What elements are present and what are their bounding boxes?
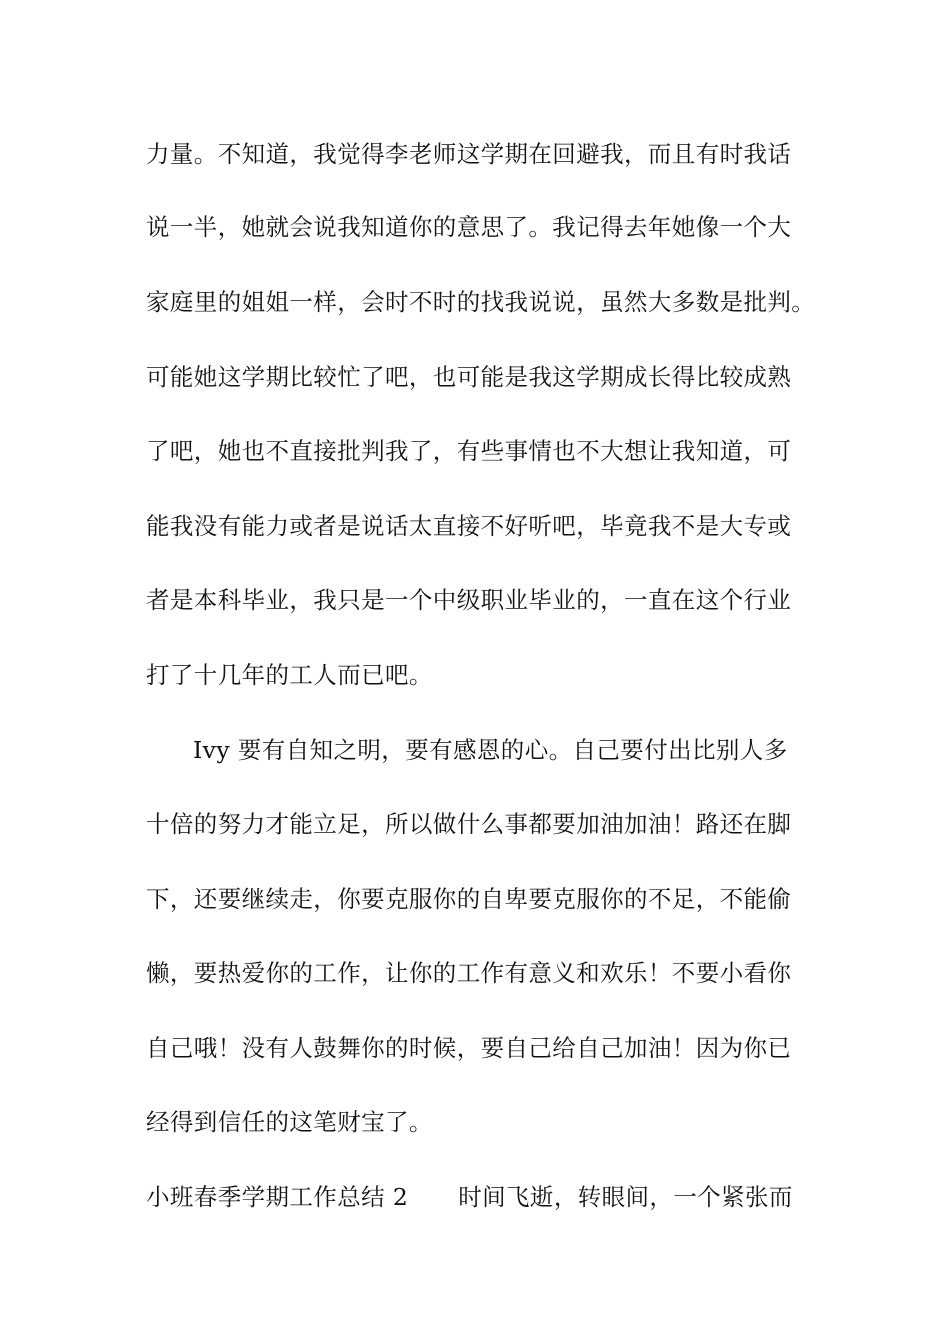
text-line: 说一半，她就会说我知道你的意思了。我记得去年她像一个大 [146, 213, 792, 241]
text-line: 自己哦！没有人鼓舞你的时候，要自己给自己加油！因为你已 [146, 1034, 792, 1062]
text-line: 了吧，她也不直接批判我了，有些事情也不大想让我知道，可 [146, 437, 792, 465]
section-continuation: 时间飞逝，转眼间，一个紧张而 [458, 1183, 793, 1211]
text-line: 打了十几年的工人而已吧。 [146, 661, 433, 689]
text-line: Ivy 要有自知之明，要有感恩的心。自己要付出比别人多 [193, 736, 788, 764]
text-line: 十倍的努力才能立足，所以做什么事都要加油加油！路还在脚 [146, 810, 792, 838]
text-line: 力量。不知道，我觉得李老师这学期在回避我，而且有时我话 [146, 140, 792, 168]
text-line: 经得到信任的这笔财宝了。 [146, 1108, 433, 1136]
section-line [146, 1182, 793, 1212]
text-line: 可能她这学期比较忙了吧，也可能是我这学期成长得比较成熟 [146, 363, 792, 391]
section-heading: 小班春季学期工作总结 2 [146, 1183, 409, 1211]
text-line: 能我没有能力或者是说话太直接不好听吧，毕竟我不是大专或 [146, 512, 792, 540]
text-line: 者是本科毕业，我只是一个中级职业毕业的，一直在这个行业 [146, 586, 792, 614]
text-line: 下，还要继续走，你要克服你的自卑要克服你的不足，不能偷 [146, 885, 792, 913]
text-line: 家庭里的姐姐一样，会时不时的找我说说，虽然大多数是批判。 [146, 288, 816, 316]
text-line: 懒，要热爱你的工作，让你的工作有意义和欢乐！不要小看你 [146, 959, 792, 987]
